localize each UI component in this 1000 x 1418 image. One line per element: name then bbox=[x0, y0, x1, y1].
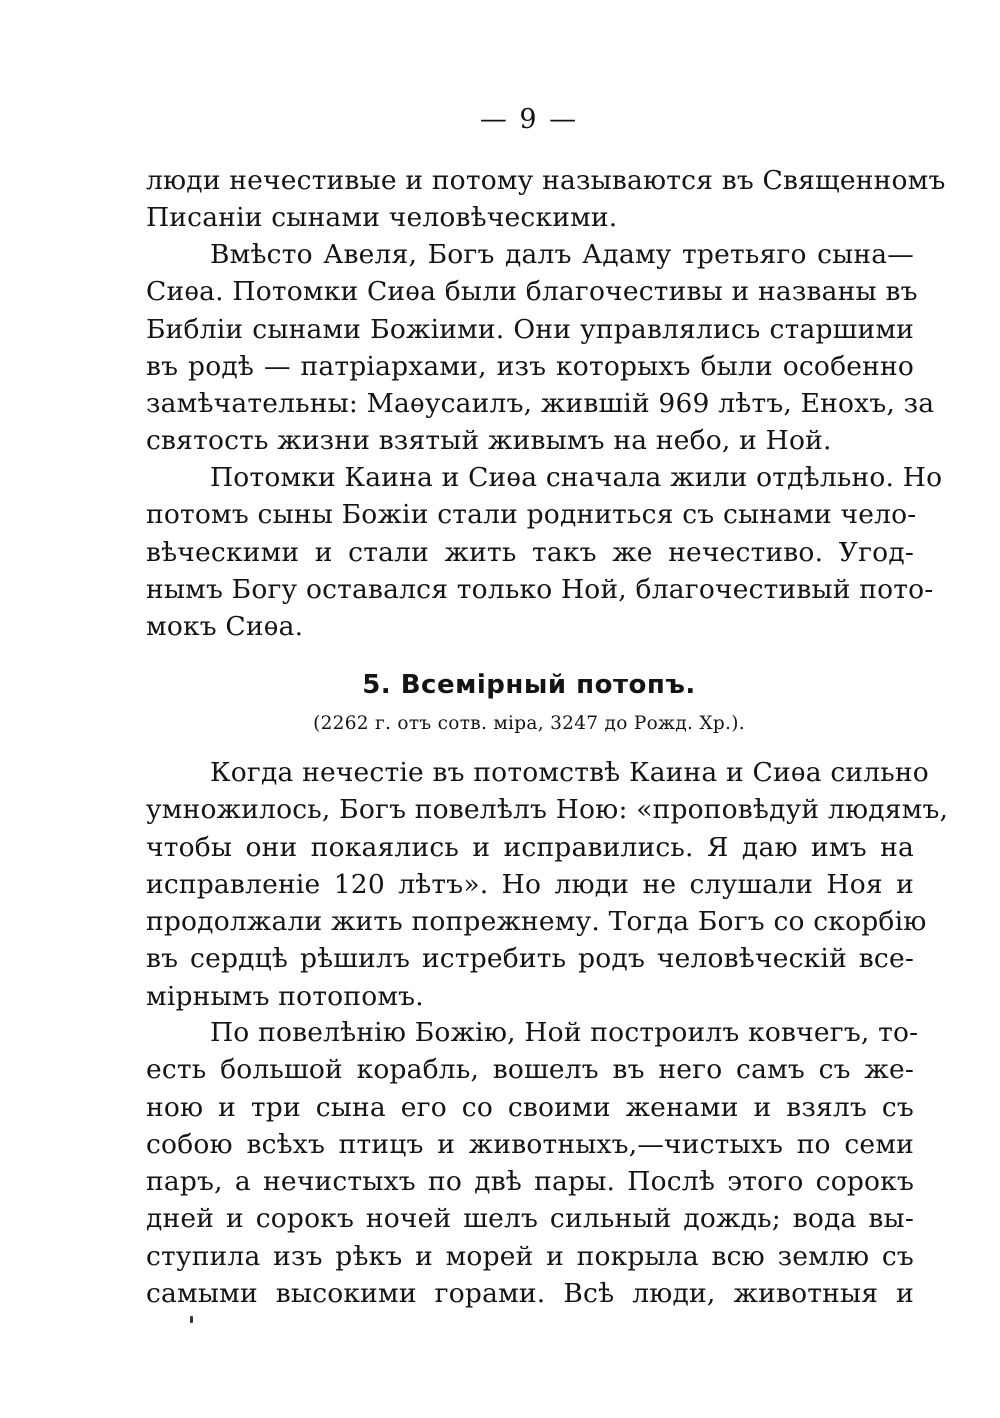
text-line: Потомки Каина и Сиѳа сначала жили отдѣльно. Но bbox=[210, 462, 943, 493]
text-line: Когда нечестіе въ потомствѣ Каина и Сиѳа сильно bbox=[210, 757, 929, 788]
text-line: есть большой корабль, вошелъ въ него самъ съ же- bbox=[146, 1054, 914, 1086]
section-heading: 5. Всемірный потопъ. bbox=[362, 670, 696, 700]
paragraph-1 bbox=[146, 162, 946, 237]
text-line: Писаніи сынами человѣческими. bbox=[146, 202, 618, 234]
text-line: мірнымъ потопомъ. bbox=[146, 980, 424, 1012]
paragraph-3 bbox=[146, 459, 943, 645]
text-line: мокъ Сиѳа. bbox=[146, 611, 304, 643]
text-line: въ родѣ — патріархами, изъ которыхъ были особенно bbox=[146, 350, 914, 382]
text-line: въ сердцѣ рѣшилъ истребить родъ человѣческій все- bbox=[146, 943, 914, 975]
section-date-subheading: (2262 г. отъ сотв. міра, 3247 до Рожд. Хр.). bbox=[313, 713, 745, 734]
text-line: собою всѣхъ птицъ и животныхъ,—чистыхъ по семи bbox=[146, 1128, 914, 1160]
text-line: замѣчательны: Маѳусаилъ, жившій 969 лѣтъ, Енохъ, за bbox=[146, 388, 935, 420]
text-line: Вмѣсто Авеля, Богъ далъ Адаму третьяго сына— bbox=[210, 239, 914, 270]
text-line: потомъ сыны Божіи стали родниться съ сынами чело- bbox=[146, 499, 917, 531]
paragraph-4 bbox=[146, 754, 949, 1015]
text-line: продолжали жить попрежнему. Тогда Богъ со скорбію bbox=[146, 906, 927, 938]
text-line: Библіи сынами Божіими. Они управлялись старшими bbox=[146, 313, 914, 345]
page-number: — 9 — bbox=[479, 104, 579, 135]
print-speck bbox=[190, 1316, 193, 1323]
text-line: вѣческими и стали жить такъ же нечестиво. Угод- bbox=[146, 536, 914, 568]
text-line: ною и три сына его со своими женами и взялъ съ bbox=[146, 1091, 914, 1123]
text-line: чтобы они покаялись и исправились. Я даю имъ на bbox=[146, 831, 914, 863]
text-line: самыми высокими горами. Всѣ люди, животныя и bbox=[146, 1278, 914, 1310]
paragraph-2 bbox=[146, 236, 935, 460]
text-line: Сиѳа. Потомки Сиѳа были благочестивы и названы въ bbox=[146, 276, 918, 308]
text-line: дней и сорокъ ночей шелъ сильный дождь; вода вы- bbox=[146, 1203, 914, 1235]
text-line: По повелѣнію Божію, Ной построилъ ковчегъ, то- bbox=[210, 1017, 919, 1048]
text-line: исправленіе 120 лѣтъ». Но люди не слушали Ноя и bbox=[146, 868, 914, 900]
paragraph-5 bbox=[146, 1014, 919, 1312]
text-line: ступила изъ рѣкъ и морей и покрыла всю землю съ bbox=[146, 1240, 914, 1272]
text-line: умножилось, Богъ повелѣлъ Ною: «проповѣдуй людямъ, bbox=[146, 794, 949, 826]
text-line: люди нечестивые и потому называются въ Священномъ bbox=[146, 165, 946, 196]
text-line: святость жизни взятый живымъ на небо, и Ной. bbox=[146, 425, 832, 457]
text-line: нымъ Богу оставался только Ной, благочестивый пото- bbox=[146, 573, 934, 605]
text-line: паръ, а нечистыхъ по двѣ пары. Послѣ этого сорокъ bbox=[146, 1166, 914, 1198]
